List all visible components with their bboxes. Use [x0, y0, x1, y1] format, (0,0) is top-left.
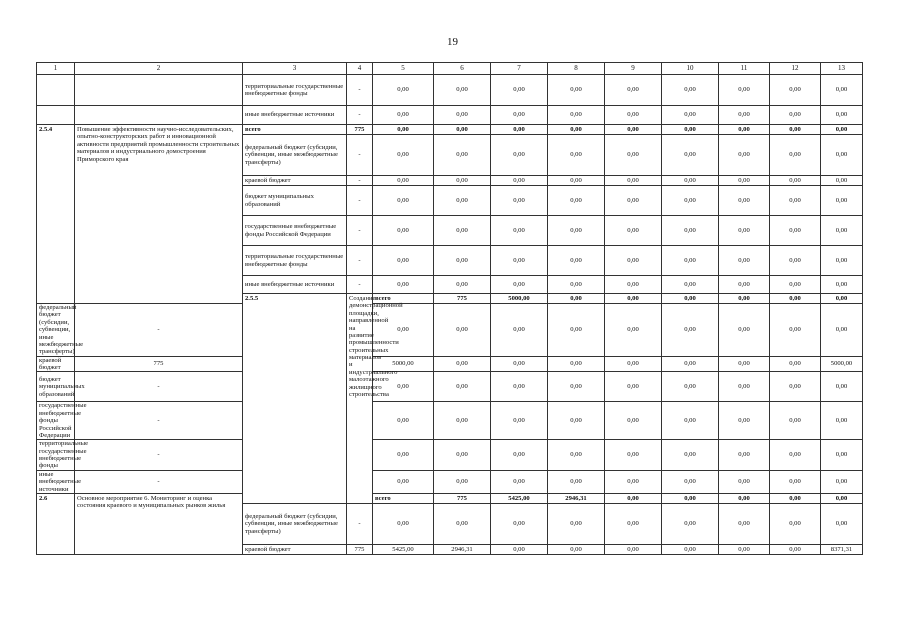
- total-value: 0,00: [821, 106, 863, 125]
- year-value: 0,00: [434, 372, 491, 402]
- year-value: 0,00: [434, 75, 491, 106]
- year-value: 0,00: [719, 503, 770, 544]
- year-value: 0,00: [605, 246, 662, 276]
- year-value: 0,00: [434, 503, 491, 544]
- year-value: 0,00: [373, 75, 434, 106]
- activity-name: Создание демонстрационной площадки, направленной на развитие промышленности строительных материалов и индустриального малоэтажного жилищного строительства: [347, 294, 373, 504]
- year-value: 0,00: [662, 294, 719, 304]
- funding-source: бюджет муниципальных образований: [243, 186, 347, 216]
- year-value: 0,00: [605, 440, 662, 471]
- year-value: 0,00: [373, 176, 434, 186]
- funding-source: федеральный бюджет (субсидии, субвенции, иные межбюджетные трансферты): [243, 503, 347, 544]
- budget-code: -: [75, 402, 243, 440]
- year-value: 0,00: [770, 356, 821, 372]
- year-value: 0,00: [770, 544, 821, 554]
- year-value: 0,00: [434, 304, 491, 357]
- year-value: 0,00: [548, 402, 605, 440]
- year-value: 0,00: [491, 216, 548, 246]
- year-value: 0,00: [821, 294, 863, 304]
- row-code: 2.5.4: [37, 125, 75, 304]
- row-code: 2.6: [37, 493, 75, 554]
- year-value: 0,00: [548, 106, 605, 125]
- total-value: 0,00: [821, 503, 863, 544]
- total-value: 0,00: [821, 372, 863, 402]
- budget-code: -: [347, 186, 373, 216]
- year-value: 0,00: [719, 75, 770, 106]
- budget-code: 775: [434, 493, 491, 503]
- year-value: 0,00: [770, 135, 821, 176]
- total-value: 0,00: [821, 75, 863, 106]
- year-value: 0,00: [491, 106, 548, 125]
- year-value: 0,00: [605, 294, 662, 304]
- year-value: 0,00: [662, 246, 719, 276]
- year-value: 0,00: [373, 276, 434, 294]
- funding-source: государственные внебюджетные фонды Российской Федерации: [243, 216, 347, 246]
- year-value: 0,00: [434, 470, 491, 493]
- year-value: 0,00: [770, 440, 821, 471]
- column-header: 1: [37, 63, 75, 75]
- year-value: 0,00: [548, 125, 605, 135]
- column-header: 11: [719, 63, 770, 75]
- year-value: 0,00: [770, 493, 821, 503]
- year-value: 0,00: [719, 402, 770, 440]
- year-value: 0,00: [605, 544, 662, 554]
- table-row: [37, 356, 863, 372]
- year-value: 0,00: [662, 176, 719, 186]
- table-row: [37, 304, 863, 357]
- year-value: 0,00: [770, 304, 821, 357]
- year-value: 0,00: [434, 106, 491, 125]
- year-value: 0,00: [491, 276, 548, 294]
- year-value: 0,00: [719, 304, 770, 357]
- year-value: 0,00: [491, 372, 548, 402]
- year-value: 0,00: [373, 186, 434, 216]
- budget-code: 775: [347, 125, 373, 135]
- year-value: 0,00: [770, 106, 821, 125]
- total-value: 0,00: [821, 135, 863, 176]
- column-header: 10: [662, 63, 719, 75]
- funding-source: федеральный бюджет (субсидии, субвенции, иные межбюджетные трансферты): [243, 135, 347, 176]
- year-value: 0,00: [548, 186, 605, 216]
- total-value: 0,00: [821, 402, 863, 440]
- year-value: 0,00: [491, 176, 548, 186]
- year-value: 0,00: [548, 503, 605, 544]
- total-value: 0,00: [821, 276, 863, 294]
- year-value: 0,00: [605, 176, 662, 186]
- column-header: 13: [821, 63, 863, 75]
- total-value: 0,00: [821, 216, 863, 246]
- activity-name: [75, 75, 243, 106]
- funding-source: территориальные государственные внебюджетные фонды: [37, 440, 75, 471]
- column-header: 5: [373, 63, 434, 75]
- year-value: 0,00: [605, 372, 662, 402]
- year-value: 5000,00: [491, 294, 548, 304]
- total-value: 5000,00: [821, 356, 863, 372]
- year-value: 0,00: [719, 440, 770, 471]
- year-value: 0,00: [491, 304, 548, 357]
- total-value: 0,00: [821, 125, 863, 135]
- budget-code: 775: [347, 544, 373, 554]
- year-value: 5000,00: [373, 356, 434, 372]
- year-value: 0,00: [373, 125, 434, 135]
- budget-code: -: [347, 216, 373, 246]
- year-value: 0,00: [434, 276, 491, 294]
- year-value: 0,00: [491, 186, 548, 216]
- year-value: 0,00: [605, 493, 662, 503]
- activity-name: Основное мероприятие 6. Мониторинг и оценка состояния краевого и муниципальных рынков жилья: [75, 493, 243, 554]
- year-value: 0,00: [373, 304, 434, 357]
- year-value: 0,00: [491, 402, 548, 440]
- year-value: 0,00: [770, 402, 821, 440]
- year-value: 0,00: [548, 246, 605, 276]
- year-value: 0,00: [491, 440, 548, 471]
- funding-source: федеральный бюджет (субсидии, субвенции, иные межбюджетные трансферты): [37, 304, 75, 357]
- funding-source: государственные внебюджетные фонды Российской Федерации: [37, 402, 75, 440]
- budget-code: -: [347, 106, 373, 125]
- table-row: [37, 402, 863, 440]
- year-value: 0,00: [719, 216, 770, 246]
- budget-code: -: [75, 440, 243, 471]
- year-value: 0,00: [770, 294, 821, 304]
- row-code: 2.5.5: [243, 294, 347, 504]
- year-value: 0,00: [491, 544, 548, 554]
- year-value: 0,00: [373, 470, 434, 493]
- year-value: 0,00: [719, 125, 770, 135]
- budget-code: -: [347, 75, 373, 106]
- year-value: 0,00: [605, 135, 662, 176]
- year-value: 2946,31: [434, 544, 491, 554]
- table-row: [37, 372, 863, 402]
- year-value: 0,00: [719, 246, 770, 276]
- year-value: 0,00: [719, 493, 770, 503]
- year-value: 0,00: [662, 125, 719, 135]
- total-value: 0,00: [821, 176, 863, 186]
- table-row: [37, 493, 863, 503]
- year-value: 0,00: [434, 216, 491, 246]
- year-value: 0,00: [662, 503, 719, 544]
- table-row: [37, 125, 863, 135]
- year-value: 0,00: [605, 304, 662, 357]
- budget-code: -: [347, 176, 373, 186]
- year-value: 0,00: [719, 470, 770, 493]
- year-value: 0,00: [373, 246, 434, 276]
- table-row: [37, 106, 863, 125]
- year-value: 0,00: [662, 544, 719, 554]
- row-code: [37, 75, 75, 106]
- column-header: 7: [491, 63, 548, 75]
- year-value: 0,00: [719, 186, 770, 216]
- year-value: 0,00: [770, 503, 821, 544]
- year-value: 0,00: [605, 276, 662, 294]
- table-header-row: [37, 63, 863, 75]
- year-value: 0,00: [548, 294, 605, 304]
- year-value: 0,00: [719, 356, 770, 372]
- year-value: 0,00: [770, 372, 821, 402]
- year-value: 0,00: [662, 186, 719, 216]
- year-value: 0,00: [373, 440, 434, 471]
- activity-name: Повышение эффективности научно-исследовательских, опытно-конструкторских работ и инновационной активности предприятий промышленности строительных материалов и индустриального домостроения Приморского края: [75, 125, 243, 304]
- total-value: 0,00: [821, 440, 863, 471]
- year-value: 0,00: [548, 176, 605, 186]
- year-value: 0,00: [491, 125, 548, 135]
- funding-source: всего: [243, 125, 347, 135]
- year-value: 0,00: [770, 276, 821, 294]
- year-value: 0,00: [491, 135, 548, 176]
- activity-name: [75, 106, 243, 125]
- column-header: 3: [243, 63, 347, 75]
- year-value: 5425,00: [373, 544, 434, 554]
- year-value: 0,00: [719, 372, 770, 402]
- year-value: 0,00: [491, 75, 548, 106]
- funding-source: краевой бюджет: [37, 356, 75, 372]
- year-value: 0,00: [770, 186, 821, 216]
- year-value: 0,00: [662, 470, 719, 493]
- year-value: 0,00: [662, 493, 719, 503]
- table-row: [37, 470, 863, 493]
- budget-table: [36, 62, 863, 555]
- year-value: 0,00: [548, 304, 605, 357]
- year-value: 0,00: [434, 176, 491, 186]
- year-value: 0,00: [605, 216, 662, 246]
- year-value: 0,00: [770, 75, 821, 106]
- year-value: 0,00: [548, 216, 605, 246]
- year-value: 0,00: [662, 304, 719, 357]
- funding-source: краевой бюджет: [243, 176, 347, 186]
- year-value: 0,00: [548, 470, 605, 493]
- funding-source: всего: [373, 294, 434, 304]
- funding-source: иные внебюджетные источники: [37, 470, 75, 493]
- budget-code: 775: [434, 294, 491, 304]
- budget-code: -: [347, 276, 373, 294]
- year-value: 0,00: [434, 402, 491, 440]
- year-value: 0,00: [491, 356, 548, 372]
- year-value: 0,00: [373, 216, 434, 246]
- funding-source: иные внебюджетные источники: [243, 106, 347, 125]
- year-value: 0,00: [719, 176, 770, 186]
- year-value: 0,00: [719, 544, 770, 554]
- column-header: 9: [605, 63, 662, 75]
- funding-source: краевой бюджет: [243, 544, 347, 554]
- column-header: 12: [770, 63, 821, 75]
- year-value: 0,00: [605, 106, 662, 125]
- year-value: 0,00: [719, 294, 770, 304]
- funding-source: всего: [373, 493, 434, 503]
- year-value: 0,00: [662, 440, 719, 471]
- budget-code: -: [347, 135, 373, 176]
- year-value: 0,00: [605, 402, 662, 440]
- year-value: 0,00: [548, 276, 605, 294]
- year-value: 0,00: [605, 470, 662, 493]
- year-value: 0,00: [548, 544, 605, 554]
- year-value: 0,00: [548, 135, 605, 176]
- year-value: 0,00: [434, 125, 491, 135]
- year-value: 0,00: [548, 356, 605, 372]
- year-value: 0,00: [548, 372, 605, 402]
- column-header: 4: [347, 63, 373, 75]
- year-value: 0,00: [770, 246, 821, 276]
- funding-source: территориальные государственные внебюджетные фонды: [243, 246, 347, 276]
- year-value: 0,00: [662, 75, 719, 106]
- year-value: 5425,00: [491, 493, 548, 503]
- year-value: 0,00: [770, 216, 821, 246]
- total-value: 8371,31: [821, 544, 863, 554]
- year-value: 0,00: [719, 135, 770, 176]
- year-value: 0,00: [373, 135, 434, 176]
- year-value: 0,00: [373, 503, 434, 544]
- column-header: 6: [434, 63, 491, 75]
- budget-code: 775: [75, 356, 243, 372]
- total-value: 0,00: [821, 246, 863, 276]
- budget-code: -: [75, 304, 243, 357]
- year-value: 0,00: [373, 106, 434, 125]
- year-value: 0,00: [373, 372, 434, 402]
- table-row: [37, 75, 863, 106]
- year-value: 0,00: [605, 75, 662, 106]
- year-value: 0,00: [662, 216, 719, 246]
- year-value: 0,00: [662, 372, 719, 402]
- year-value: 0,00: [770, 125, 821, 135]
- funding-source: иные внебюджетные источники: [243, 276, 347, 294]
- year-value: 0,00: [548, 75, 605, 106]
- year-value: 0,00: [719, 276, 770, 294]
- total-value: 0,00: [821, 470, 863, 493]
- year-value: 0,00: [770, 470, 821, 493]
- year-value: 0,00: [605, 356, 662, 372]
- year-value: 0,00: [434, 356, 491, 372]
- year-value: 0,00: [662, 106, 719, 125]
- year-value: 0,00: [605, 503, 662, 544]
- year-value: 0,00: [434, 135, 491, 176]
- year-value: 0,00: [662, 356, 719, 372]
- year-value: 0,00: [491, 470, 548, 493]
- column-header: 8: [548, 63, 605, 75]
- year-value: 0,00: [719, 106, 770, 125]
- year-value: 0,00: [491, 246, 548, 276]
- year-value: 0,00: [548, 440, 605, 471]
- year-value: 0,00: [770, 176, 821, 186]
- year-value: 0,00: [491, 503, 548, 544]
- year-value: 0,00: [821, 493, 863, 503]
- row-code: [37, 106, 75, 125]
- year-value: 0,00: [605, 125, 662, 135]
- year-value: 0,00: [662, 135, 719, 176]
- year-value: 0,00: [434, 440, 491, 471]
- budget-code: -: [347, 246, 373, 276]
- budget-code: -: [75, 372, 243, 402]
- column-header: 2: [75, 63, 243, 75]
- budget-code: -: [347, 503, 373, 544]
- total-value: 0,00: [821, 304, 863, 357]
- year-value: 0,00: [605, 186, 662, 216]
- year-value: 0,00: [373, 402, 434, 440]
- budget-code: -: [75, 470, 243, 493]
- total-value: 0,00: [821, 186, 863, 216]
- table-row: [37, 440, 863, 471]
- year-value: 0,00: [434, 246, 491, 276]
- funding-source: бюджет муниципальных образований: [37, 372, 75, 402]
- funding-source: территориальные государственные внебюджетные фонды: [243, 75, 347, 106]
- page-number: 19: [447, 36, 458, 48]
- year-value: 0,00: [662, 276, 719, 294]
- year-value: 2946,31: [548, 493, 605, 503]
- year-value: 0,00: [662, 402, 719, 440]
- year-value: 0,00: [434, 186, 491, 216]
